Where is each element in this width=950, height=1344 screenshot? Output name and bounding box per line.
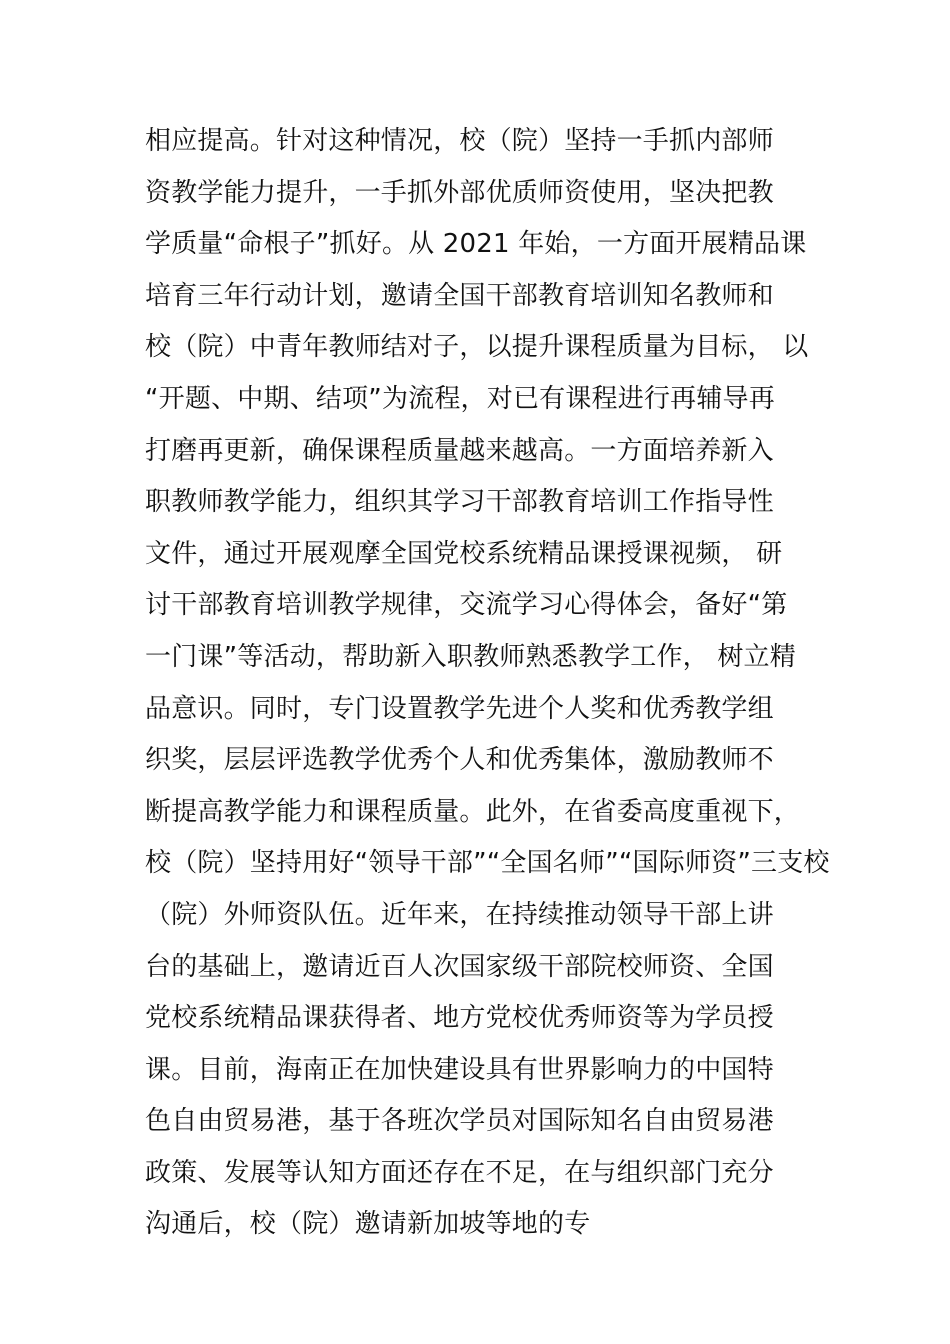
text-line: 品意识。同时，专门设置教学先进个人奖和优秀教学组 bbox=[145, 693, 774, 724]
text-line: 色自由贸易港，基于各班次学员对国际知名自由贸易港 bbox=[145, 1106, 774, 1137]
text-line: “开题、中期、结项”为流程，对已有课程进行再辅导再 bbox=[145, 383, 775, 414]
text-line: 资教学能力提升，一手抓外部优质师资使用，坚决把教 bbox=[145, 177, 774, 208]
text-line: 织奖，层层评选教学优秀个人和优秀集体，激励教师不 bbox=[145, 745, 774, 776]
text-line: 党校系统精品课获得者、地方党校优秀师资等为学员授 bbox=[145, 1003, 774, 1034]
text-line: 断提高教学能力和课程质量。此外，在省委高度重视下， bbox=[145, 796, 801, 827]
text-line: （院）外师资队伍。近年来，在持续推动领导干部上讲 bbox=[145, 899, 774, 930]
text-line: 课。目前，海南正在加快建设具有世界影响力的中国特 bbox=[145, 1054, 774, 1085]
text-line: 职教师教学能力，组织其学习干部教育培训工作指导性 bbox=[145, 487, 774, 518]
text-line: 文件，通过开展观摩全国党校系统精品课授课视频， 研 bbox=[145, 538, 783, 569]
text-line: 沟通后，校（院）邀请新加坡等地的专 bbox=[145, 1209, 591, 1240]
text-line: 相应提高。针对这种情况，校（院）坚持一手抓内部师 bbox=[145, 126, 774, 156]
text-line: 打磨再更新，确保课程质量越来越高。一方面培养新入 bbox=[145, 435, 774, 466]
text-line: 校（院）坚持用好“领导干部”“全国名师”“国际师资”三支校 bbox=[145, 848, 830, 879]
text-line: 政策、发展等认知方面还存在不足，在与组织部门充分 bbox=[145, 1157, 774, 1188]
body-paragraph bbox=[145, 116, 835, 1251]
text-line: 校（院）中青年教师结对子，以提升课程质量为目标， 以 bbox=[145, 332, 809, 363]
text-line: 学质量“命根子”抓好。从 2021 年始，一方面开展精品课 bbox=[145, 229, 807, 260]
text-line: 讨干部教育培训教学规律，交流学习心得体会，备好“第 bbox=[145, 590, 788, 621]
text-line: 台的基础上，邀请近百人次国家级干部院校师资、全国 bbox=[145, 951, 774, 982]
text-line: 一门课”等活动，帮助新入职教师熟悉教学工作， 树立精 bbox=[145, 641, 796, 672]
text-line: 培育三年行动计划，邀请全国干部教育培训知名教师和 bbox=[145, 280, 774, 311]
